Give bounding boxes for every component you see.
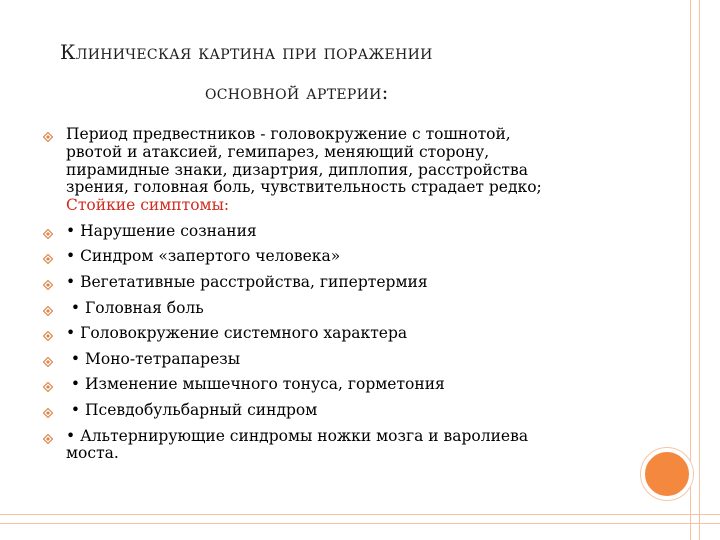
item-text-line: рвотой и атаксией, гемипарез, меняющий сторону,: [66, 142, 490, 161]
list-item: [40, 223, 630, 241]
item-text: • Головокружение системного характера: [66, 324, 408, 343]
item-text-continuation: моста.: [66, 444, 119, 463]
list-item: [40, 428, 630, 464]
list-item: [40, 402, 630, 420]
diamond-bullet-icon: [43, 132, 53, 142]
item-text: • Моно-тетрапарезы: [66, 349, 241, 368]
diamond-bullet-icon: [43, 280, 53, 290]
item-text-line: зрения, головная боль, чувствительность страдает редко;: [66, 178, 542, 197]
diamond-bullet-icon: [43, 382, 53, 392]
diamond-bullet-icon: [43, 408, 53, 418]
diamond-bullet-icon: [43, 331, 53, 341]
item-text: • Вегетативные расстройства, гипертермия: [66, 272, 428, 291]
list-item: [40, 274, 630, 292]
decorative-horizontal-border: [0, 514, 720, 524]
symptom-list: [40, 126, 630, 463]
item-text-line: пирамидные знаки, дизартрия, диплопия, расстройства: [66, 160, 528, 179]
list-item: [40, 351, 630, 369]
diamond-bullet-icon: [43, 357, 53, 367]
item-text: • Изменение мышечного тонуса, горметония: [66, 375, 445, 394]
list-item: [40, 300, 630, 318]
list-item: [40, 248, 630, 266]
diamond-bullet-icon: [43, 229, 53, 239]
item-text: • Головная боль: [66, 298, 204, 317]
item-text: • Псевдобульбарный синдром: [66, 400, 318, 419]
list-item: [40, 126, 630, 215]
decorative-orange-circle: [641, 448, 693, 500]
item-text: • Альтернирующие синдромы ножки мозга и варолиева: [66, 426, 529, 445]
diamond-bullet-icon: [43, 306, 53, 316]
decorative-vertical-border: [690, 0, 700, 540]
item-text: • Синдром «запертого человека»: [66, 247, 341, 266]
diamond-bullet-icon: [43, 254, 53, 264]
title-line-2: основной артерии:: [205, 80, 389, 104]
list-item: [40, 325, 630, 343]
diamond-bullet-icon: [43, 434, 53, 444]
persistent-symptoms-heading: Стойкие симптомы:: [66, 196, 230, 215]
list-item: [40, 376, 630, 394]
item-text-line: Период предвестников - головокружение с тошнотой,: [66, 125, 511, 143]
item-text: • Нарушение сознания: [66, 221, 257, 240]
title-line-1: Клиническая картина при поражении: [60, 40, 433, 64]
